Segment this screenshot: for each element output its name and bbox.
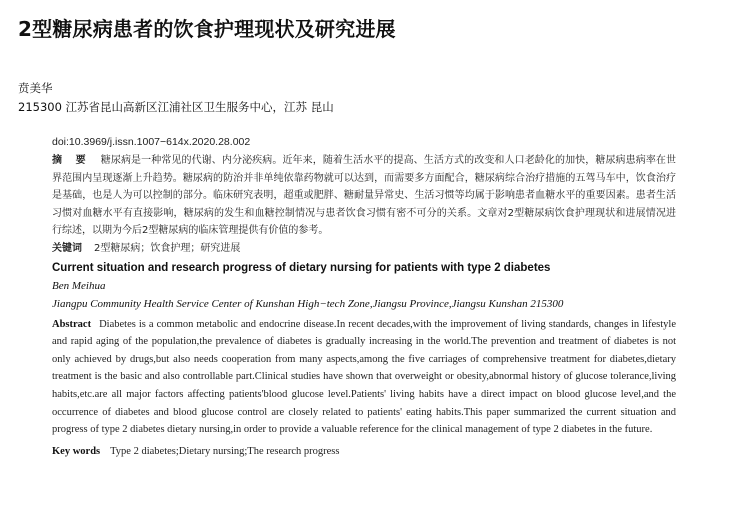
affiliation-en: Jiangpu Community Health Service Center of Kunshan High−tech Zone,Jiangsu Province,Jiangsu Kunshan 215300 [52, 297, 564, 310]
abstract-block [52, 135, 676, 460]
keywords-en-text: Type 2 diabetes;Dietary nursing;The research progress [110, 445, 340, 457]
paper-title-en: Current situation and research progress of dietary nursing for patients with type 2 diabetes [52, 261, 551, 274]
abstract-cn-text: 糖尿病是一种常见的代谢、内分泌疾病。近年来，随着生活水平的提高、生活方式的改变和人口老龄化的加快，糖尿病患病率在世界范围内呈现逐渐上升趋势。糖尿病的防治并非单纯依靠药物就可以达到，而需要多方面配合，糖尿病综合治疗措施的五驾马车中，饮食治疗是基础，也是人为可以控制的部分。临床研究表明，超重或肥胖、糖耐量异常史、生活习惯等均属于影响患者血糖水平的重要因素。患者生活习惯对血糖水平有直接影响，糖尿病的发生和血糖控制情况与患者饮食习惯有密不可分的关系。文章对2型糖尿病饮食护理现状和进展情况进行综述，以期为今后2型糖尿病的临床管理提供有价值的参考。 [52, 155, 676, 237]
abstract-en-label: Abstract [52, 318, 92, 330]
abstract-en-text: Diabetes is a common metabolic and endocrine disease.In recent decades,with the improvement of living standards, changes in lifestyle and rapid aging of the population,the prevalence of diabetes is gradually increasing in the world.The prevention and treatment of diabetes is not only achieved by drugs,but also needs cooperation from many aspects,among the five carriages of comprehensive treatment for diabetes,dietary treatment is the basic and also controllable part.Clinical studies have shown that overweight or obesity,abnormal history of glucose tolerance,living habits,etc.are all major factors affecting patients'blood glucose level.Patients' living habits have a direct impact on blood glucose level,and the occurrence of diabetes and blood glucose control are closely related to patients' eating habits.This paper summarized the current situation and progress of type 2 diabetes dietary nursing,in order to provide a valuable reference for the clinical management of type 2 diabetes in the future. [52, 318, 676, 436]
author-name-cn: 贲美华 [18, 81, 53, 95]
keywords-cn [52, 240, 676, 258]
keywords-cn-label: 关键词 [52, 242, 82, 254]
abstract-en [52, 316, 676, 439]
keywords-en [52, 444, 676, 460]
paper-title: 2型糖尿病患者的饮食护理现状及研究进展 [18, 17, 396, 41]
abstract-cn [52, 152, 676, 240]
doi: doi:10.3969/j.issn.1007−614x.2020.28.002 [52, 136, 251, 148]
keywords-cn-text: 2型糖尿病；饮食护理；研究进展 [94, 242, 241, 254]
author-name-en: Ben Meihua [52, 279, 106, 292]
affiliation-cn: 215300 江苏省昆山高新区江浦社区卫生服务中心，江苏 昆山 [18, 100, 334, 114]
keywords-en-label: Key words [52, 445, 101, 457]
abstract-cn-label: 摘 要 [52, 155, 91, 166]
